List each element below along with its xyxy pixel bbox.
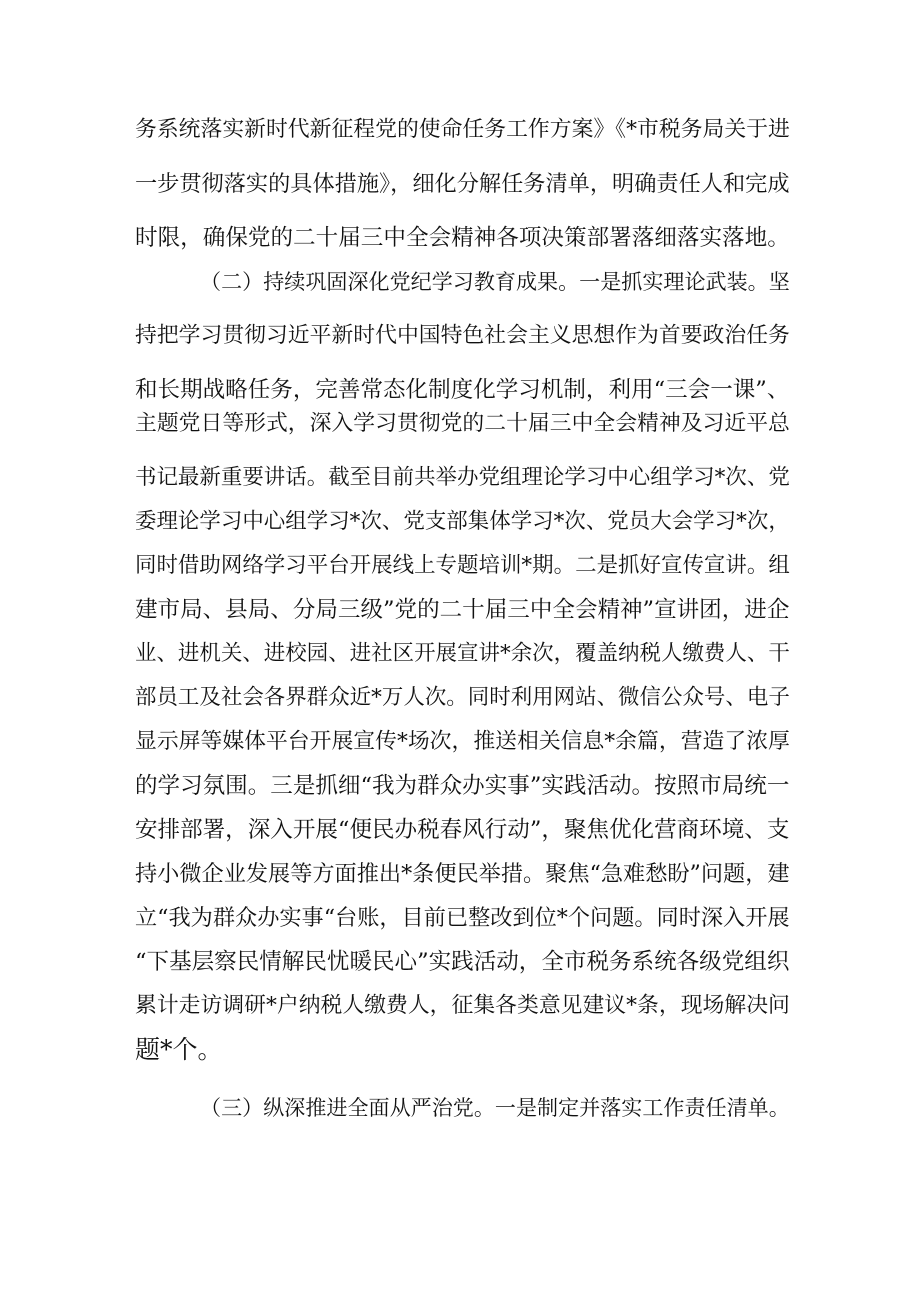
text-line: 安排部署，深入开展“便民办税春风行动”，聚焦优化营商环境、支 [135,817,790,843]
text-line: 和长期战略任务，完善常态化制度化学习机制，利用“三会一课”、 [135,377,790,403]
text-line: 累计走访调研*户纳税人缴费人，征集各类意见建议*条，现场解决问 [135,993,790,1018]
text-line: 显示屏等媒体平台开展宣传*场次，推送相关信息*余篇，营造了浓厚 [135,729,790,754]
text-line: 委理论学习中心组学习*次、党支部集体学习*次、党员大会学习*次， [135,509,790,534]
text-line: 持小微企业发展等方面推出*条便民举措。聚焦“急难愁盼”问题，建 [135,861,790,887]
paragraph-heading: （三）纵深推进全面从严治党。一是制定并落实工作责任清单。 [200,1095,790,1120]
text-line: 业、进机关、进校园、进社区开展宣讲*余次，覆盖纳税人缴费人、干 [135,641,790,666]
text-line: 主题党日等形式，深入学习贯彻党的二十届三中全会精神及习近平总 [135,411,790,436]
text-line: 的学习氛围。三是抓细“我为群众办实事”实践活动。按照市局统一 [135,773,790,799]
text-line: 立“我为群众办实事“台账，目前已整改到位*个问题。同时深入开展 [135,905,790,931]
text-line: 题*个。 [135,1035,223,1064]
text-line: 部员工及社会各界群众近*万人次。同时利用网站、微信公众号、电子 [135,685,790,710]
text-line: 一步贯彻落实的具体措施》，细化分解任务清单，明确责任人和完成 [135,171,790,197]
text-line: 建市局、县局、分局三级”党的二十届三中全会精神”宣讲团，进企 [135,597,790,623]
text-line: 书记最新重要讲话。截至目前共举办党组理论学习中心组学习*次、党 [135,465,790,490]
text-line: 同时借助网络学习平台开展线上专题培训*期。二是抓好宣传宣讲。组 [135,553,790,578]
text-line: 时限，确保党的二十届三中全会精神各项决策部署落细落实落地。 [135,225,790,251]
text-line: 务系统落实新时代新征程党的使命任务工作方案》《*市税务局关于进 [135,117,790,142]
text-line: “下基层察民情解民忧暖民心”实践活动，全市税务系统各级党组织 [135,949,790,975]
paragraph-heading: （二）持续巩固深化党纪学习教育成果。一是抓实理论武装。坚 [200,269,790,294]
text-line: 持把学习贯彻习近平新时代中国特色社会主义思想作为首要政治任务 [135,323,790,348]
